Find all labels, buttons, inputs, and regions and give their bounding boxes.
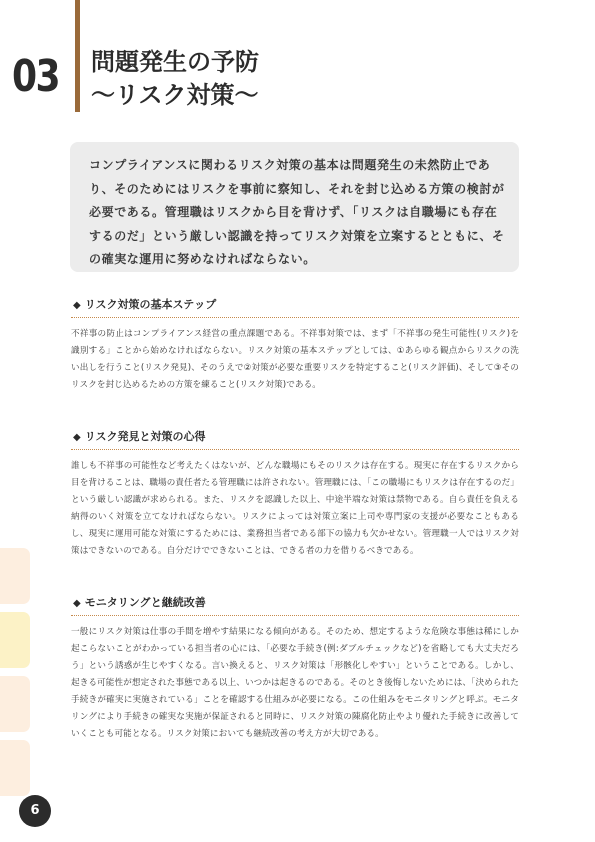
side-index-tab (0, 740, 30, 796)
section-heading-text: リスク対策の基本ステップ (84, 298, 217, 311)
section-heading-text: モニタリングと継続改善 (84, 596, 206, 609)
side-index-tab (0, 676, 30, 732)
page-title-line2: 〜リスク対策〜 (91, 81, 259, 109)
summary-box (70, 142, 519, 272)
section-body: 誰しも不祥事の可能性など考えたくはないが、どんな職場にもそのリスクは存在する。現実に存在するリスクから目を背けることは、職場の責任者たる管理職には許されない。管理職には、「この職場にもリスクは存在するのだ」という厳しい認識が求められる。また、リスクを認識した以上、中途半端な対策は禁物である。自ら責任を負える納得のいく対策を立てなければならない。リスクによっては対策立案に上司や専門家の支援が必要なこともあるし、現実に運用可能な対策にするためには、業務担当者である部下の協力も欠かせない。管理職一人ではリスク対策はできないのである。自分だけでできないことは、できる者の力を借りるべきである。 (71, 461, 519, 556)
chapter-number: 03 (12, 51, 59, 102)
section-monitoring (71, 594, 519, 743)
summary-text: コンプライアンスに関わるリスク対策の基本は問題発生の未然防止であり、そのためにはリスクを事前に察知し、それを封じ込める方策の検討が必要である。管理職はリスクから目を背けず、「リスクは自職場にも存在するのだ」という厳しい認識を持ってリスク対策を立案するとともに、その確実な運用に努めなければならない。 (89, 158, 505, 266)
section-body: 不祥事の防止はコンプライアンス経営の重点課題である。不祥事対策では、まず「不祥事の発生可能性(リスク)を識別する」ことから始めなければならない。リスク対策の基本ステップとしては、①あらゆる観点からリスクの洗い出しを行うこと(リスク発見)、そのうえで②対策が必要な重要リスクを特定すること(リスク評価)、そして③そのリスクを封じ込めるための方策を練ること(リスク対策)である。 (71, 329, 519, 390)
side-index-tab (0, 548, 30, 604)
section-body: 一般にリスク対策は仕事の手間を増やす結果になる傾向がある。そのため、想定するような危険な事態は稀にしか起こらないことがわかっている担当者の心には、「必要な手続き(例:ダブルチェックなど)を省略しても大丈夫だろう」という誘惑が生じやすくなる。言い換えると、リスク対策は「形骸化しやすい」ということである。しかし、起きる可能性が想定された事態である以上、いつかは起きるのである。そのとき後悔しないためには、「決められた手続きが確実に実施されている」ことを確認する仕組みが必要になる。この仕組みをモニタリングと呼ぶ。モニタリングにより手続きの確実な実施が保証されると同時に、リスク対策の陳腐化防止やより優れた手続きに改善していくことも可能となる。リスク対策においても継続改善の考え方が大切である。 (71, 627, 519, 739)
page-title (91, 46, 259, 112)
section-heading-text: リスク発見と対策の心得 (84, 430, 206, 443)
section-basic-steps (71, 296, 519, 394)
side-index-tab-active (0, 612, 30, 668)
chapter-accent-bar (75, 0, 80, 112)
diamond-icon: ◆ (73, 300, 81, 311)
section-heading (71, 428, 519, 450)
page-title-line1: 問題発生の予防 (91, 48, 259, 76)
diamond-icon: ◆ (73, 598, 81, 609)
section-heading (71, 296, 519, 318)
section-heading (71, 594, 519, 616)
section-risk-discovery (71, 428, 519, 560)
page-number: 6 (19, 795, 51, 827)
diamond-icon: ◆ (73, 432, 81, 443)
